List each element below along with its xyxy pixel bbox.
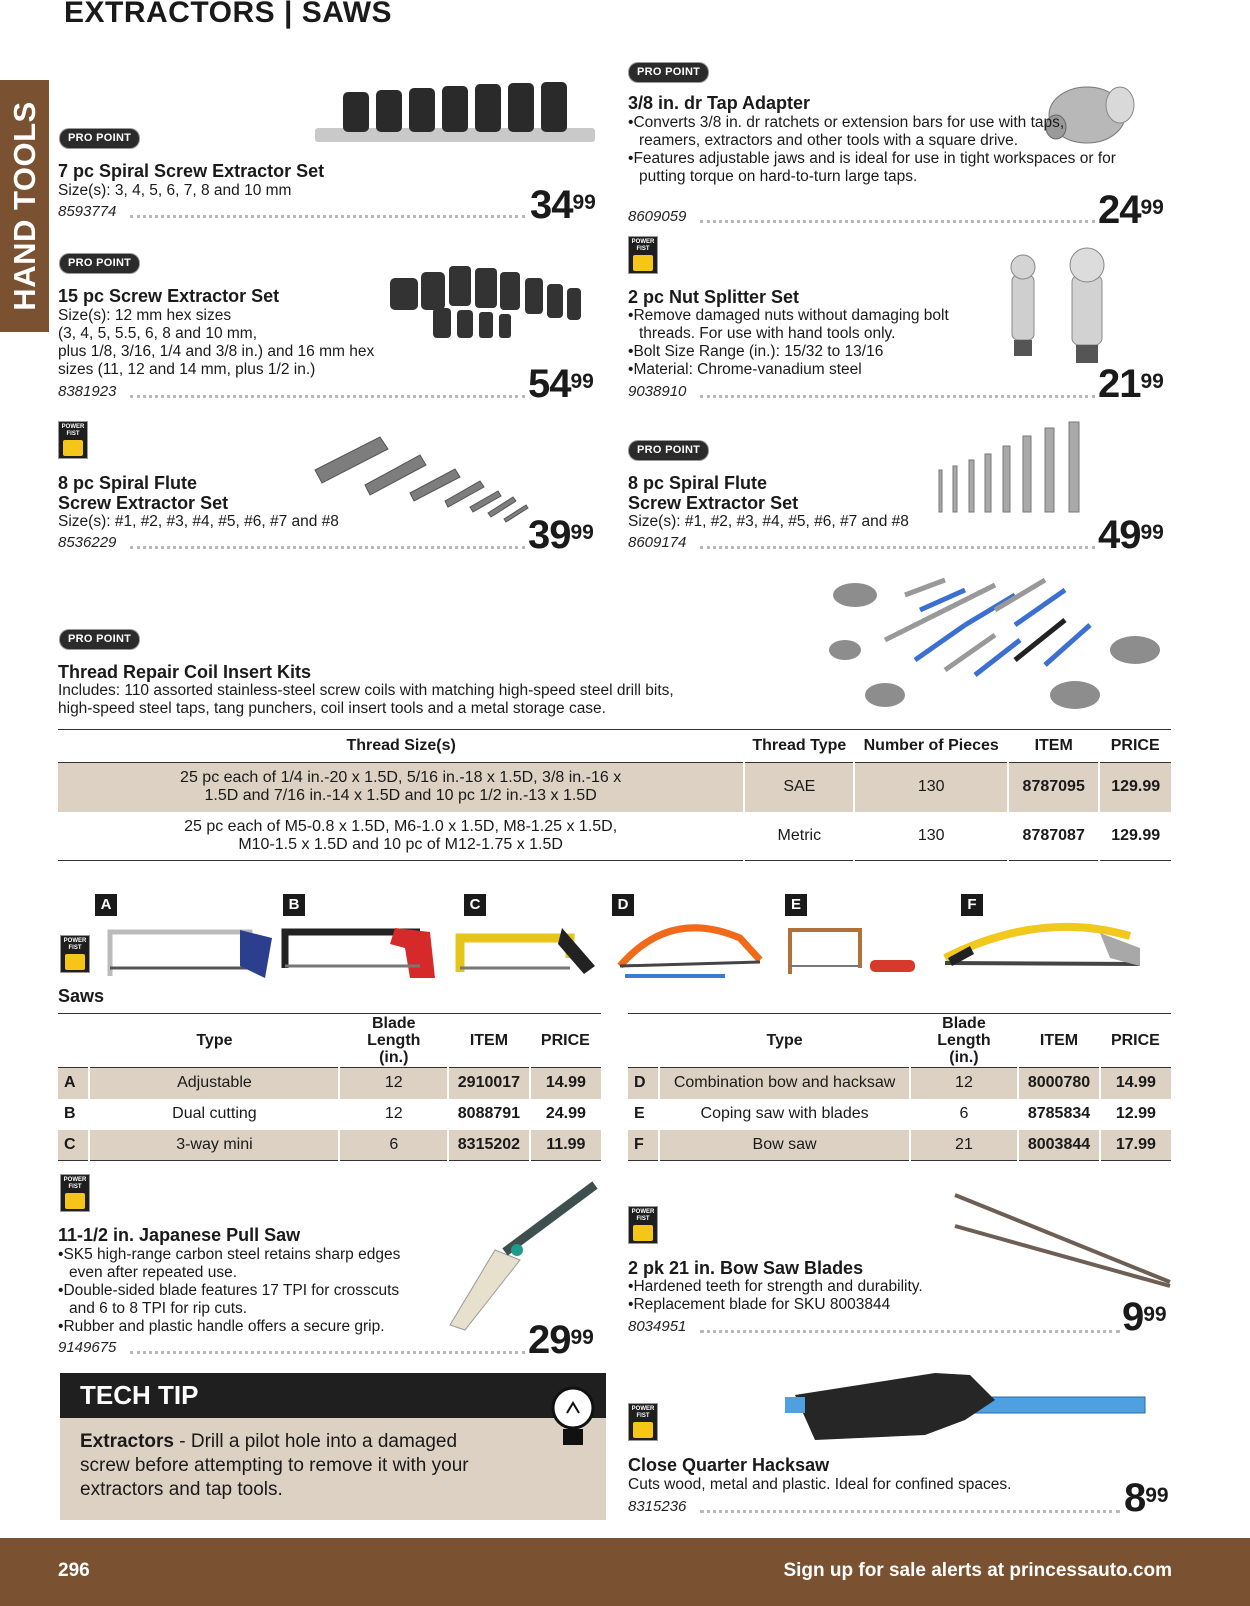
item-cell: 8088791 — [448, 1099, 530, 1130]
table-row — [628, 1130, 1171, 1161]
dot-leader — [130, 215, 525, 218]
header-price: PRICE — [540, 1031, 590, 1049]
saw-letter-c: C — [464, 894, 486, 916]
header-type: Type — [196, 1031, 233, 1049]
item-cell: 8003844 — [1018, 1130, 1100, 1161]
product-title — [58, 473, 228, 513]
product-bullets — [58, 1246, 428, 1336]
propoint-logo: PRO POINT — [629, 441, 708, 460]
letter-cell: F — [628, 1130, 659, 1161]
product-sku: 8315236 — [628, 1498, 687, 1515]
letter-cell: D — [628, 1068, 659, 1099]
desc-line: (3, 4, 5, 5.5, 6, 8 and 10 mm, — [58, 325, 258, 342]
bow-saw-blades-image — [950, 1190, 1175, 1290]
thread-repair-kit-image — [825, 565, 1165, 715]
table-row — [58, 763, 1171, 812]
desc-line: Size(s): 12 mm hex sizes — [58, 307, 232, 324]
product-sku: 8381923 — [58, 383, 117, 400]
powerfist-label: POWER FIST — [631, 239, 655, 252]
product-price — [1122, 1297, 1167, 1337]
product-price — [1098, 190, 1164, 230]
length-cell: 12 — [339, 1068, 448, 1099]
saws-title: Saws — [58, 986, 105, 1006]
product-price — [1098, 364, 1164, 404]
title-line: Screw Extractor Set — [58, 493, 229, 513]
product-title: 7 pc Spiral Screw Extractor Set — [58, 161, 325, 181]
bullet-item: •Replacement blade for SKU 8003844 — [628, 1296, 891, 1313]
nut-splitter-image — [1000, 245, 1120, 370]
page-number: 296 — [58, 1560, 90, 1581]
section-side-tab — [0, 80, 49, 332]
fist-icon — [633, 1422, 653, 1438]
price-dollars: 54 — [528, 362, 571, 406]
title-line: 8 pc Spiral Flute — [58, 473, 198, 493]
table-row — [58, 1130, 601, 1161]
saw-letter-e: E — [785, 894, 807, 916]
desc-line: high-speed steel taps, tang punchers, coil insert tools and a metal storage case. — [58, 700, 606, 717]
header-thread-size: Thread Size(s) — [346, 737, 456, 754]
extractor-set-15pc-image — [385, 258, 595, 343]
product-sku: 8609059 — [628, 208, 687, 225]
bullet-item: •Double-sided blade features 17 TPI for crosscuts and 6 to 8 TPI for rip cuts. — [58, 1282, 400, 1317]
bullet-item: •Material: Chrome-vanadium steel — [628, 361, 862, 378]
price-cell: 24.99 — [530, 1099, 601, 1130]
product-sku: 8034951 — [628, 1318, 687, 1335]
bullet-item: •SK5 high-range carbon steel retains sharp edges even after repeated use. — [58, 1246, 401, 1281]
pieces-cell: 130 — [854, 812, 1008, 861]
length-cell: 21 — [910, 1130, 1019, 1161]
price-cents: 99 — [572, 191, 596, 214]
price-cents: 99 — [570, 370, 594, 393]
propoint-logo: PRO POINT — [60, 129, 139, 148]
powerfist-logo — [60, 935, 90, 973]
dot-leader — [700, 1330, 1120, 1333]
spiral-flute-set-image — [935, 420, 1095, 515]
kit-title: Thread Repair Coil Insert Kits — [58, 662, 312, 682]
product-desc — [58, 307, 374, 379]
product-bullets — [628, 1278, 1068, 1314]
powerfist-logo — [58, 421, 88, 459]
kit-desc — [58, 682, 674, 718]
item-cell: 8787095 — [1008, 763, 1099, 812]
pull-saw-image — [445, 1180, 605, 1340]
saws-illustration — [100, 918, 1180, 998]
product-price — [1098, 515, 1164, 555]
item-cell: 8787087 — [1008, 812, 1099, 861]
price-cents: 99 — [570, 521, 594, 544]
thread-kit-table — [58, 729, 1171, 861]
item-cell: 8785834 — [1018, 1099, 1100, 1130]
price-dollars: 8 — [1124, 1476, 1146, 1520]
product-price — [528, 364, 594, 404]
dot-leader — [700, 395, 1095, 398]
length-cell: 12 — [910, 1068, 1019, 1099]
type-cell: 3-way mini — [89, 1130, 339, 1161]
saw-e-image — [790, 930, 915, 974]
product-sku: 9038910 — [628, 383, 687, 400]
header-item: ITEM — [1039, 1031, 1079, 1049]
product-desc: Size(s): #1, #2, #3, #4, #5, #6, #7 and #8 — [58, 513, 339, 530]
price-cell: 17.99 — [1100, 1130, 1171, 1161]
saw-f-image — [945, 927, 1140, 966]
header-blade-length: Blade Length (in.) — [937, 1015, 991, 1066]
price-cell: 129.99 — [1099, 763, 1171, 812]
type-cell: Bow saw — [659, 1130, 909, 1161]
thread-type-cell: Metric — [744, 812, 854, 861]
item-cell: 8315202 — [448, 1130, 530, 1161]
bullet-item: •Converts 3/8 in. dr ratchets or extension bars for use with taps, reamers, extractors and other tools with a square drive. — [628, 114, 1065, 149]
price-cell: 14.99 — [1100, 1068, 1171, 1099]
fist-icon — [65, 1193, 85, 1209]
powerfist-label: POWER FIST — [631, 1406, 655, 1419]
product-bullets — [628, 114, 1128, 186]
item-cell: 2910017 — [448, 1068, 530, 1099]
lightbulb-icon — [548, 1383, 598, 1453]
fist-icon — [63, 440, 83, 456]
letter-cell: C — [58, 1130, 89, 1161]
side-tab-label: HAND TOOLS — [6, 101, 42, 311]
type-cell: Coping saw with blades — [659, 1099, 909, 1130]
powerfist-label: POWER FIST — [61, 424, 85, 437]
product-price — [528, 515, 594, 555]
saw-b-image — [285, 928, 435, 978]
product-desc: Cuts wood, metal and plastic. Ideal for confined spaces. — [628, 1476, 1012, 1493]
saws-table-right — [628, 1013, 1171, 1161]
product-bullets — [628, 307, 998, 379]
fist-icon — [633, 1225, 653, 1241]
length-cell: 6 — [339, 1130, 448, 1161]
price-cents: 99 — [1140, 521, 1164, 544]
product-title: 15 pc Screw Extractor Set — [58, 286, 280, 306]
header-item: ITEM — [1034, 737, 1073, 754]
product-sku: 9149675 — [58, 1339, 117, 1356]
powerfist-logo — [60, 1174, 90, 1212]
powerfist-logo — [628, 1206, 658, 1244]
powerfist-label: POWER FIST — [63, 938, 87, 951]
saw-letter-a: A — [95, 894, 117, 916]
letter-cell: A — [58, 1068, 89, 1099]
header-type: Type — [766, 1031, 803, 1049]
saw-letter-f: F — [961, 894, 983, 916]
dot-leader — [700, 546, 1095, 549]
length-cell: 12 — [339, 1099, 448, 1130]
thread-type-cell: SAE — [744, 763, 854, 812]
pieces-cell: 130 — [854, 763, 1008, 812]
close-quarter-hacksaw-image — [785, 1365, 1155, 1445]
header-item: ITEM — [469, 1031, 509, 1049]
dot-leader — [130, 395, 525, 398]
header-letter — [58, 1014, 89, 1068]
price-cell: 129.99 — [1099, 812, 1171, 861]
table-row — [58, 1068, 601, 1099]
bullet-item: •Hardened teeth for strength and durability. — [628, 1278, 923, 1295]
product-title: 3/8 in. dr Tap Adapter — [628, 93, 811, 113]
price-dollars: 29 — [528, 1318, 571, 1362]
dot-leader — [130, 546, 525, 549]
bullet-item: •Bolt Size Range (in.): 15/32 to 13/16 — [628, 343, 884, 360]
desc-line: plus 1/8, 3/16, 1/4 and 3/8 in.) and 16 mm hex — [58, 343, 375, 360]
header-pieces: Number of Pieces — [863, 737, 999, 754]
price-cell: 14.99 — [530, 1068, 601, 1099]
propoint-logo: PRO POINT — [629, 63, 708, 82]
price-cents: 99 — [1143, 1303, 1167, 1326]
bullet-item: •Remove damaged nuts without damaging bolt threads. For use with hand tools only. — [628, 307, 949, 342]
thread-size-cell: 25 pc each of 1/4 in.-20 x 1.5D, 5/16 in.-18 x 1.5D, 3/8 in.-16 x 1.5D and 7/16 in.-14 x 1.5D and 10 pc 1/2 in.-13 x 1.5D — [58, 763, 744, 812]
dot-leader — [700, 220, 1095, 223]
type-cell: Dual cutting — [89, 1099, 339, 1130]
type-cell: Adjustable — [89, 1068, 339, 1099]
product-sku: 8609174 — [628, 534, 687, 551]
price-dollars: 9 — [1122, 1295, 1144, 1339]
table-row — [628, 1068, 1171, 1099]
fist-icon — [65, 954, 85, 970]
title-line: Screw Extractor Set — [628, 493, 799, 513]
bullet-item: •Rubber and plastic handle offers a secure grip. — [58, 1318, 385, 1335]
table-row — [58, 1099, 601, 1130]
saw-c-image — [460, 928, 595, 974]
product-price — [530, 185, 596, 225]
powerfist-logo — [628, 1403, 658, 1441]
header-blade-length: Blade Length (in.) — [367, 1015, 421, 1066]
dot-leader — [130, 1351, 525, 1354]
price-dollars: 21 — [1098, 362, 1141, 406]
product-price — [1124, 1478, 1169, 1518]
powerfist-label: POWER FIST — [631, 1209, 655, 1222]
price-dollars: 49 — [1098, 513, 1141, 557]
price-dollars: 34 — [530, 183, 573, 227]
product-title: 2 pk 21 in. Bow Saw Blades — [628, 1258, 864, 1278]
letter-cell: E — [634, 1105, 645, 1122]
powerfist-label: POWER FIST — [63, 1177, 87, 1190]
letter-cell: B — [64, 1105, 76, 1122]
dot-leader — [700, 1510, 1120, 1513]
product-title: Close Quarter Hacksaw — [628, 1455, 830, 1475]
title-line: 8 pc Spiral Flute — [628, 473, 768, 493]
header-letter — [628, 1014, 659, 1068]
desc-line: sizes (11, 12 and 14 mm, plus 1/2 in.) — [58, 361, 316, 378]
product-price — [528, 1320, 594, 1360]
thread-size-cell: 25 pc each of M5-0.8 x 1.5D, M6-1.0 x 1.5D, M8-1.25 x 1.5D, M10-1.5 x 1.5D and 10 pc of M12-1.75 x 1.5D — [184, 817, 618, 853]
tech-tip-text: Extractors - Drill a pilot hole into a damaged screw before attempting to remove it with your extractors and tap tools. — [80, 1431, 469, 1500]
product-sku: 8536229 — [58, 534, 117, 551]
desc-line: Includes: 110 assorted stainless-steel screw coils with matching high-speed steel drill bits, — [58, 682, 674, 699]
price-cents: 99 — [1140, 370, 1164, 393]
product-desc: Size(s): 3, 4, 5, 6, 7, 8 and 10 mm — [58, 182, 292, 199]
product-title: 2 pc Nut Splitter Set — [628, 287, 800, 307]
table-row — [58, 812, 1171, 861]
bullet-item: •Features adjustable jaws and is ideal for use in tight workspaces or for putting torque on hard-to-turn large taps. — [628, 150, 1116, 185]
product-desc: Size(s): #1, #2, #3, #4, #5, #6, #7 and #8 — [628, 513, 909, 530]
price-cell: 12.99 — [1100, 1099, 1171, 1130]
type-cell: Combination bow and hacksaw — [659, 1068, 909, 1099]
footer — [0, 1538, 1250, 1606]
item-cell: 8000780 — [1018, 1068, 1100, 1099]
price-cents: 99 — [570, 1326, 594, 1349]
saw-d-image — [620, 928, 760, 976]
price-cents: 99 — [1140, 196, 1164, 219]
price-cents: 99 — [1145, 1484, 1169, 1507]
tech-tip-heading: TECH TIP — [60, 1373, 606, 1418]
length-cell: 6 — [910, 1099, 1019, 1130]
extractor-set-7pc-image — [315, 80, 595, 148]
propoint-logo: PRO POINT — [60, 630, 139, 649]
saw-letter-d: D — [612, 894, 634, 916]
header-price: PRICE — [1110, 737, 1160, 754]
price-cell: 11.99 — [530, 1130, 601, 1161]
product-title: 11-1/2 in. Japanese Pull Saw — [58, 1225, 301, 1245]
price-dollars: 39 — [528, 513, 571, 557]
header-price: PRICE — [1110, 1031, 1160, 1049]
saw-letter-b: B — [283, 894, 305, 916]
fist-icon — [633, 255, 653, 271]
table-row — [628, 1099, 1171, 1130]
saw-a-image — [110, 930, 272, 978]
product-sku: 8593774 — [58, 203, 117, 220]
product-title — [628, 473, 798, 513]
saws-table-left — [58, 1013, 601, 1161]
spiral-flute-set-image — [310, 425, 540, 525]
propoint-logo: PRO POINT — [60, 254, 139, 273]
powerfist-logo — [628, 236, 658, 274]
header-thread-type: Thread Type — [752, 737, 847, 754]
sale-alerts-link[interactable]: Sign up for sale alerts at princessauto.com — [783, 1560, 1172, 1581]
price-dollars: 24 — [1098, 188, 1141, 232]
page-title: EXTRACTORS | SAWS — [64, 0, 393, 29]
